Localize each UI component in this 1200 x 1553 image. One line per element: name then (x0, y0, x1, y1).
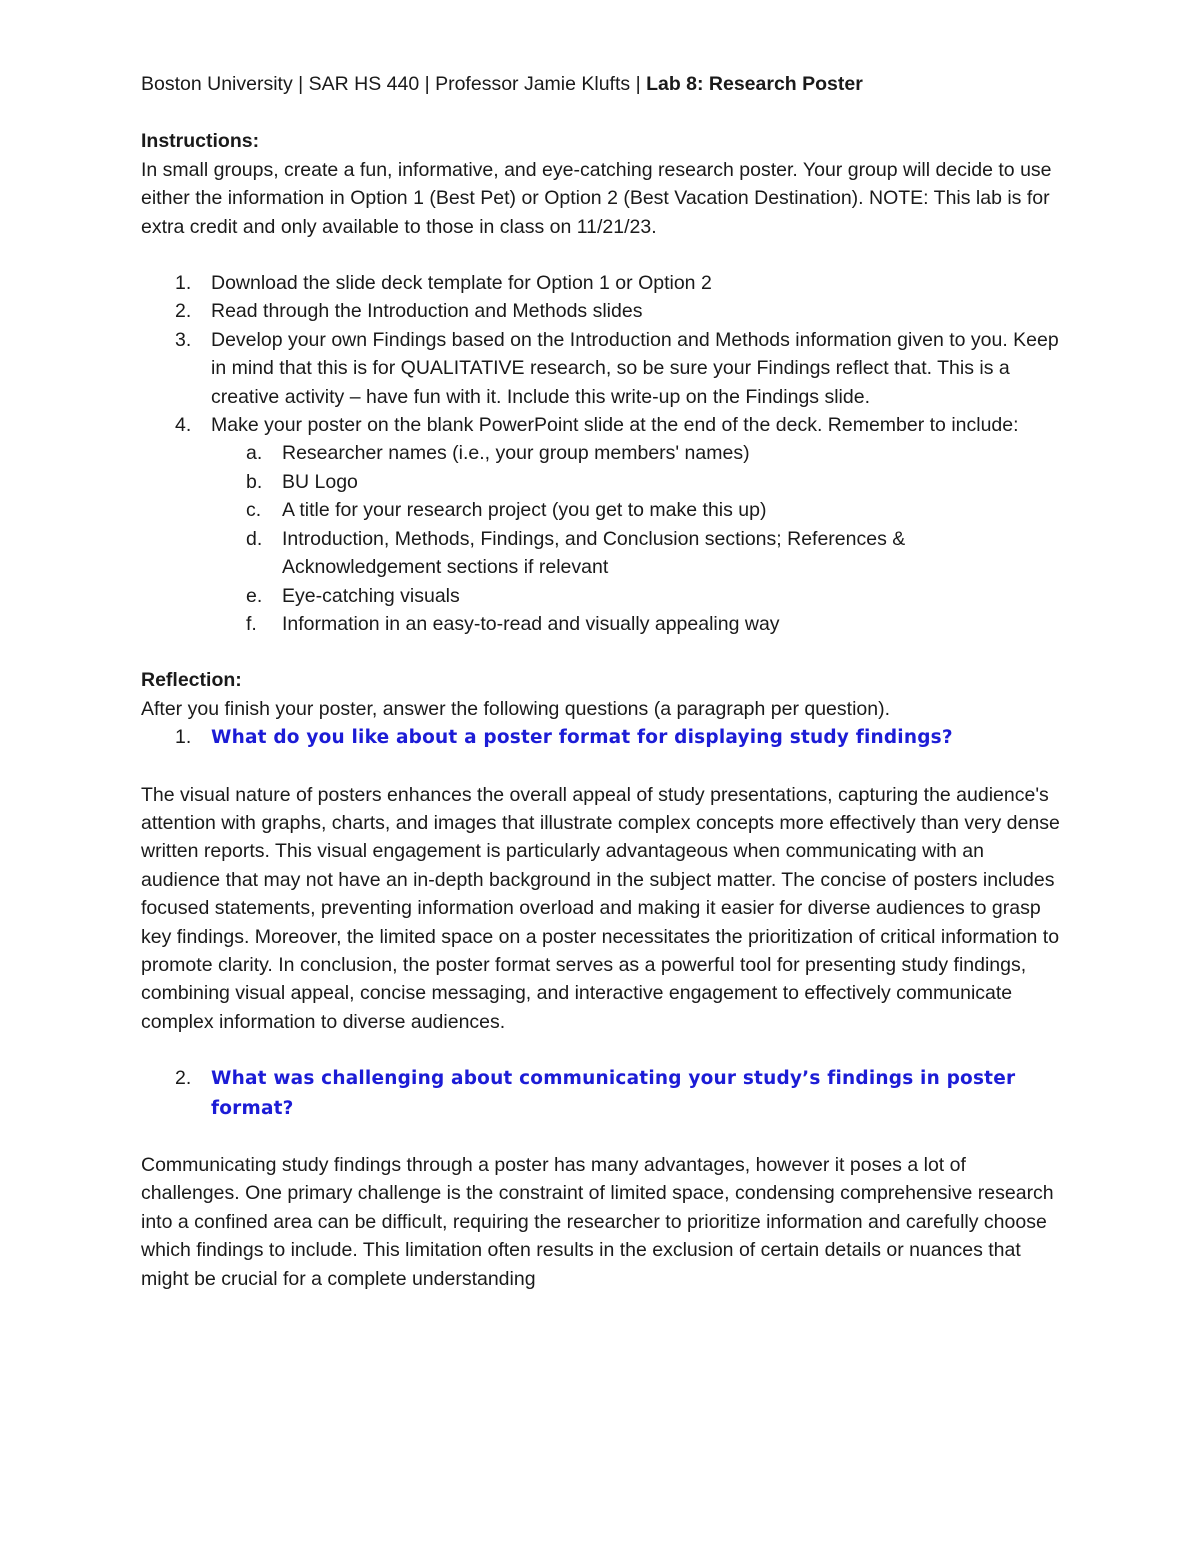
list-item (141, 269, 1061, 297)
sub-list-item (141, 468, 1061, 496)
question-text: What was challenging about communicating your study’s findings in poster format? (211, 1068, 1016, 1119)
sub-list-item-letter: f. (246, 612, 257, 635)
question-item (141, 1064, 1061, 1123)
list-item-number: 1. (175, 272, 192, 295)
sub-list-item-letter: c. (246, 499, 262, 522)
list-item-number: 2. (175, 300, 192, 323)
reflection-questions-list-2 (141, 1064, 1061, 1123)
list-item-text: Download the slide deck template for Option 1 or Option 2 (211, 272, 712, 295)
sub-list-item-text: Introduction, Methods, Findings, and Conclusion sections; References & Acknowledgement sections if relevant (282, 527, 906, 579)
header-lab-title: Lab 8: Research Poster (646, 73, 863, 95)
sub-list-item-text: BU Logo (282, 470, 358, 493)
question-number: 1. (175, 726, 192, 749)
list-item (141, 411, 1061, 638)
question-number: 2. (175, 1067, 192, 1090)
answer-paragraph: The visual nature of posters enhances the overall appeal of study presentations, capturing the audience's attention with graphs, charts, and images that illustrate complex concepts more effectively than very dense written reports. This visual engagement is particularly advantageous when communicating with an audience that may not have an in-depth background in the subject matter. The concise of posters includes focused statements, preventing information overload and making it easier for diverse audiences to grasp key findings. Moreover, the limited space on a poster necessitates the prioritization of critical information to promote clarity. In conclusion, the poster format serves as a powerful tool for presenting study findings, combining visual appeal, concise messaging, and interactive engagement to effectively communicate complex information to diverse audiences. (141, 783, 1060, 1033)
sub-list-item (141, 525, 1061, 582)
list-item-number: 3. (175, 328, 192, 351)
sub-list-item (141, 496, 1061, 524)
sub-list-item-text: A title for your research project (you get to make this up) (282, 499, 767, 522)
sub-list-item-letter: d. (246, 527, 263, 550)
sub-list-item (141, 582, 1061, 610)
document-page (141, 70, 1061, 1293)
sub-list-item-letter: b. (246, 470, 263, 493)
question-item (141, 723, 1061, 752)
list-item (141, 326, 1061, 411)
sub-list-item-text: Information in an easy-to-read and visually appealing way (282, 612, 780, 635)
document-header (141, 70, 1061, 98)
sub-list-item (141, 610, 1061, 638)
poster-requirements-list (211, 439, 1061, 638)
list-item-text: Develop your own Findings based on the Introduction and Methods information given to you. Keep in mind that this is for QUALITATIVE research, so be sure your Findings reflect that. This is a creative activity – have fun with it. Include this write-up on the Findings slide. (211, 328, 1059, 408)
instructions-steps-list (141, 269, 1061, 638)
question-text: What do you like about a poster format for displaying study findings? (211, 727, 953, 749)
sub-list-item-letter: a. (246, 442, 263, 465)
sub-list-item-text: Eye-catching visuals (282, 584, 460, 607)
reflection-questions-list (141, 723, 1061, 752)
sub-list-item-letter: e. (246, 584, 263, 607)
reflection-intro: After you finish your poster, answer the following questions (a paragraph per question). (141, 697, 891, 720)
header-course-info: Boston University | SAR HS 440 | Professor Jamie Klufts | (141, 73, 647, 95)
sub-list-item (141, 439, 1061, 467)
reflection-heading: Reflection: (141, 669, 242, 692)
list-item-text: Make your poster on the blank PowerPoint slide at the end of the deck. Remember to include: (211, 414, 1019, 437)
list-item-number: 4. (175, 414, 192, 437)
answer-paragraph: Communicating study findings through a poster has many advantages, however it poses a lot of challenges. One primary challenge is the constraint of limited space, condensing comprehensive research into a confined area can be difficult, requiring the researcher to prioritize information and carefully choose which findings to include. This limitation often results in the exclusion of certain details or nuances that might be crucial for a complete understanding (141, 1154, 1054, 1290)
list-item-text: Read through the Introduction and Methods slides (211, 300, 643, 323)
list-item (141, 297, 1061, 325)
instructions-intro: In small groups, create a fun, informative, and eye-catching research poster. Your group will decide to use either the information in Option 1 (Best Pet) or Option 2 (Best Vacation Destination). NOTE: This lab is for extra credit and only available to those in class on 11/21/23. (141, 158, 1052, 238)
sub-list-item-text: Researcher names (i.e., your group members' names) (282, 442, 750, 465)
instructions-heading: Instructions: (141, 130, 260, 153)
